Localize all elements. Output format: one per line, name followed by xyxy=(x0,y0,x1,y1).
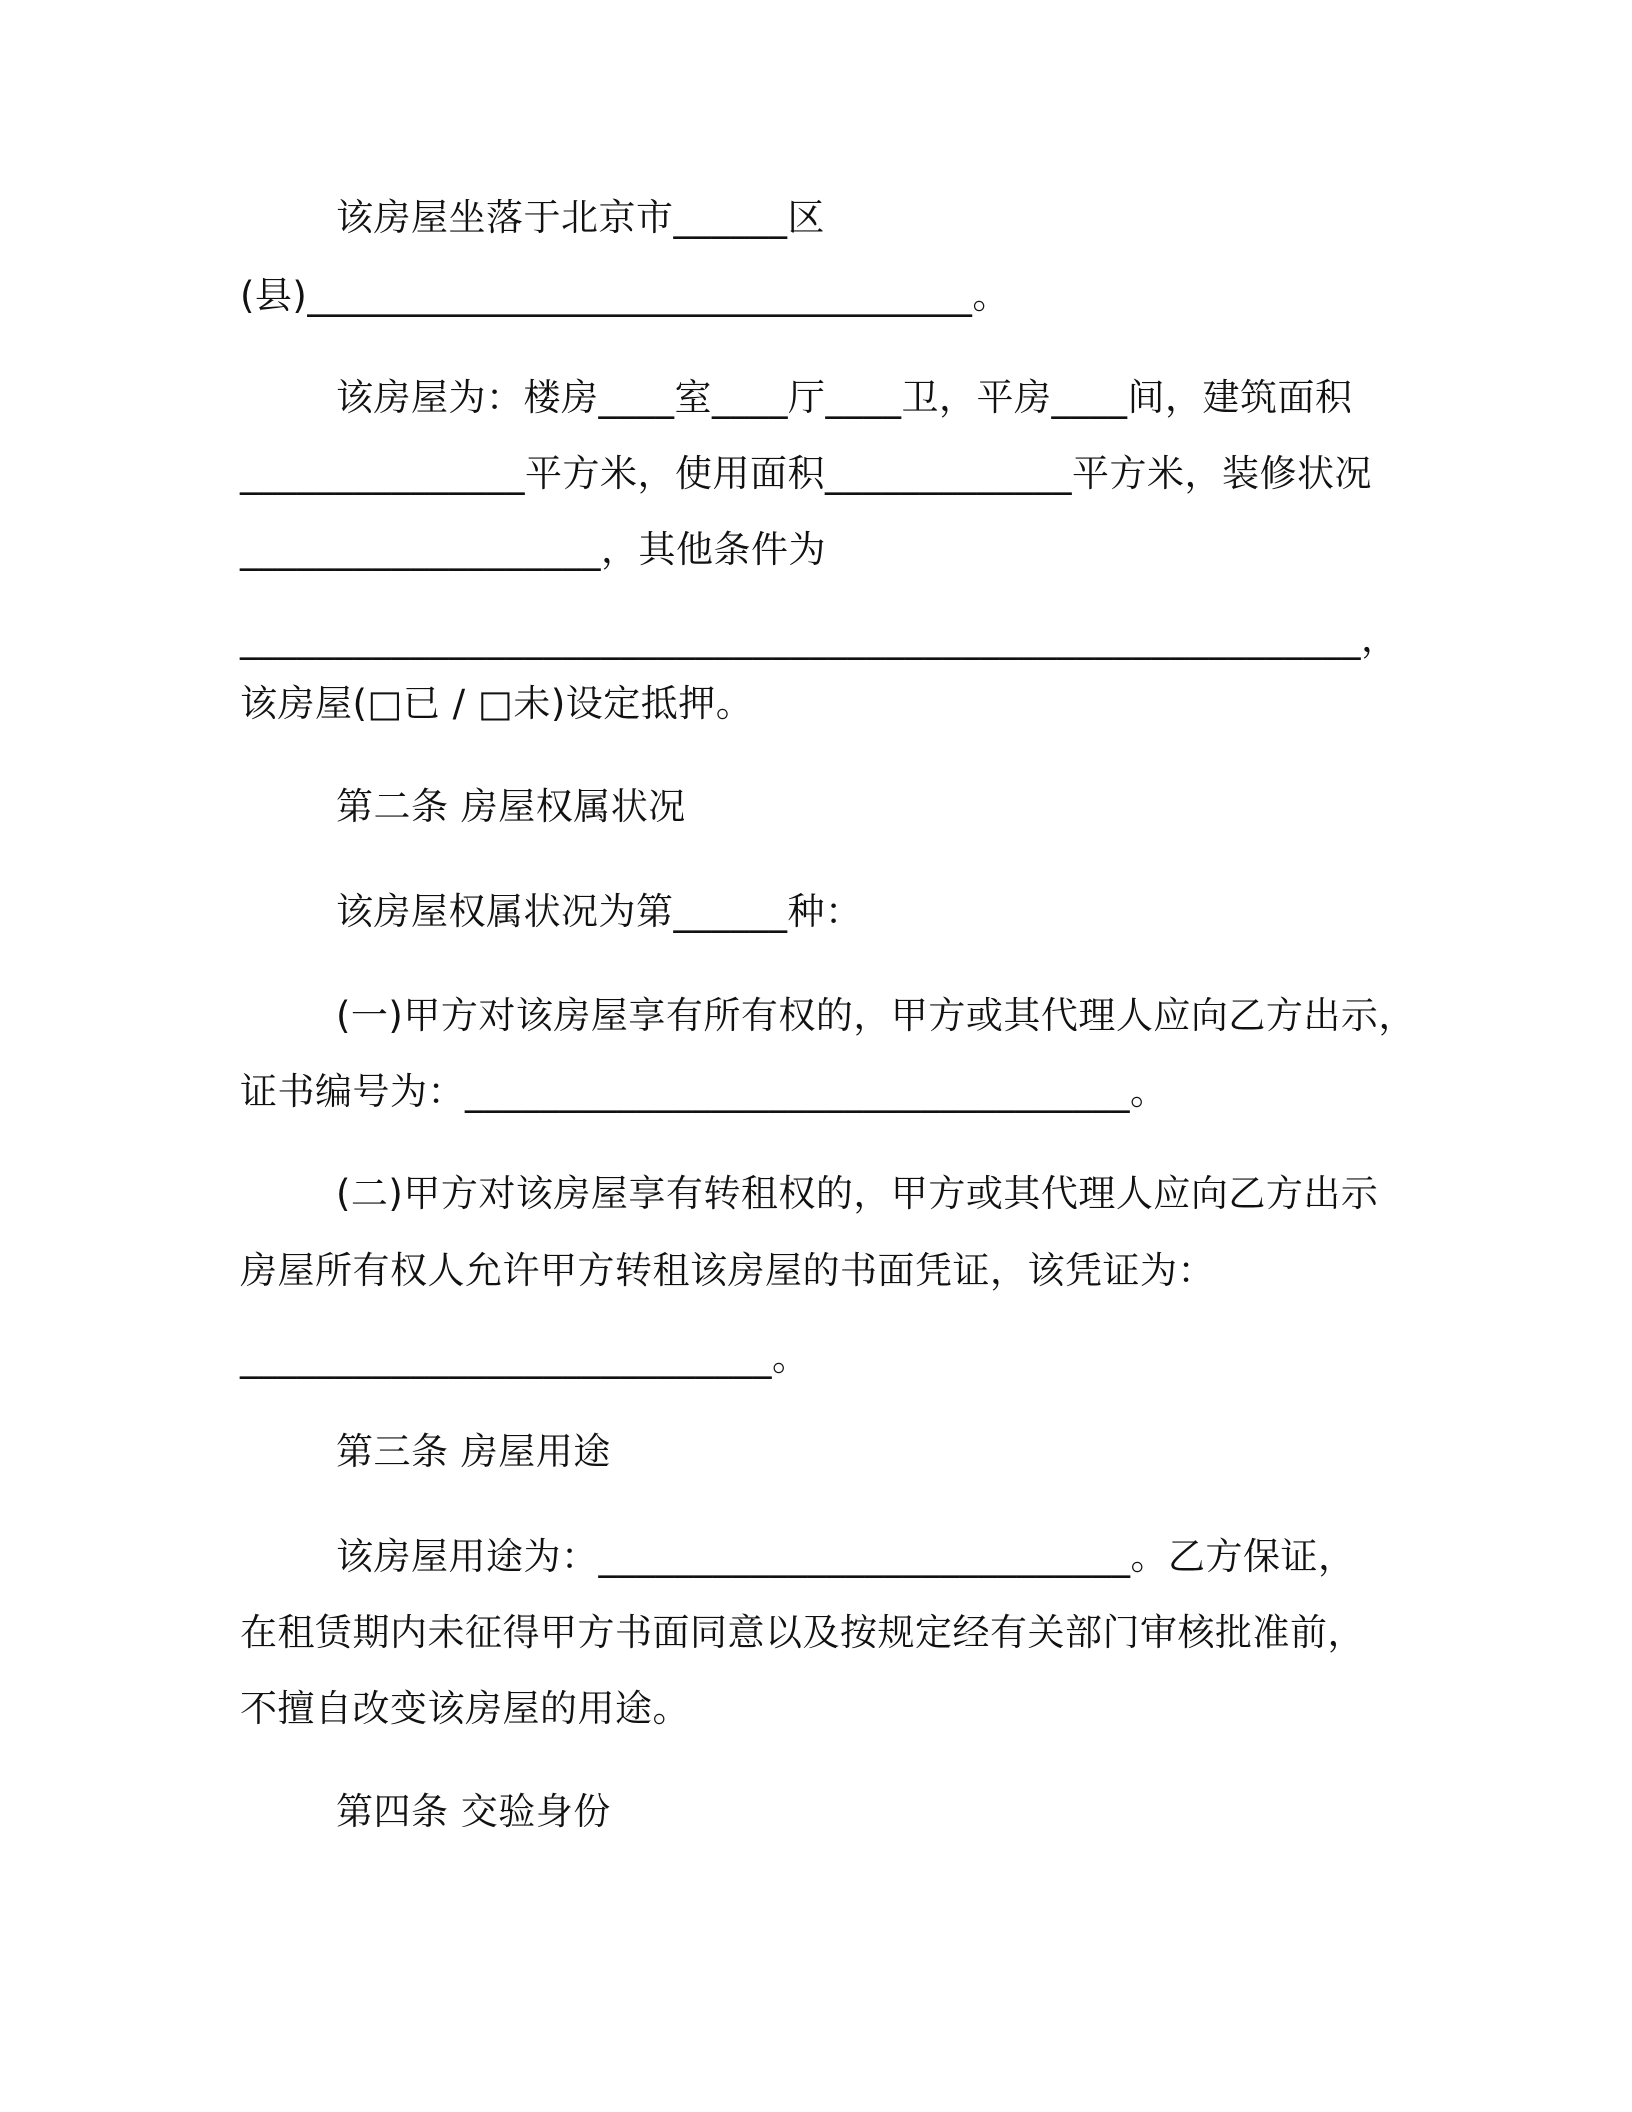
ownership-clause-two: (二)甲方对该房屋享有转租权的，甲方或其代理人应向乙方出示 xyxy=(336,1172,1379,1215)
other-conditions-line: ___________________________________________________________， xyxy=(240,617,1399,660)
usage-guarantee-end-line: 不擅自改变该房屋的用途。 xyxy=(240,1687,690,1730)
house-layout-line: 该房屋为：楼房____室____厅____卫，平房____间，建筑面积 xyxy=(336,376,1353,419)
article-four-heading: 第四条 交验身份 xyxy=(336,1790,611,1833)
house-usage-line: 该房屋用途为：____________________________。乙方保证， xyxy=(336,1535,1356,1578)
location-line: 该房屋坐落于北京市______区 xyxy=(336,196,825,239)
ownership-type-line: 该房屋权属状况为第______种： xyxy=(336,890,863,933)
mortgage-line: 该房屋(□已 / □未)设定抵押。 xyxy=(240,682,754,725)
location-county-line: (县)___________________________________。 xyxy=(240,274,1010,317)
certificate-number-line: 证书编号为：___________________________________。 xyxy=(240,1070,1168,1113)
article-three-heading: 第三条 房屋用途 xyxy=(336,1430,611,1473)
area-line: _______________平方米，使用面积_____________平方米，装修状况 xyxy=(240,452,1372,495)
usage-guarantee-line: 在租赁期内未征得甲方书面同意以及按规定经有关部门审核批准前， xyxy=(240,1611,1365,1654)
ownership-clause-one: (一)甲方对该房屋享有所有权的，甲方或其代理人应向乙方出示， xyxy=(336,994,1416,1037)
sublease-proof-line: 房屋所有权人允许甲方转租该房屋的书面凭证，该凭证为： xyxy=(240,1249,1215,1292)
proof-blank-line: ____________________________。 xyxy=(240,1336,810,1379)
article-two-heading: 第二条 房屋权属状况 xyxy=(336,785,686,828)
decoration-line: ___________________，其他条件为 xyxy=(240,528,826,571)
